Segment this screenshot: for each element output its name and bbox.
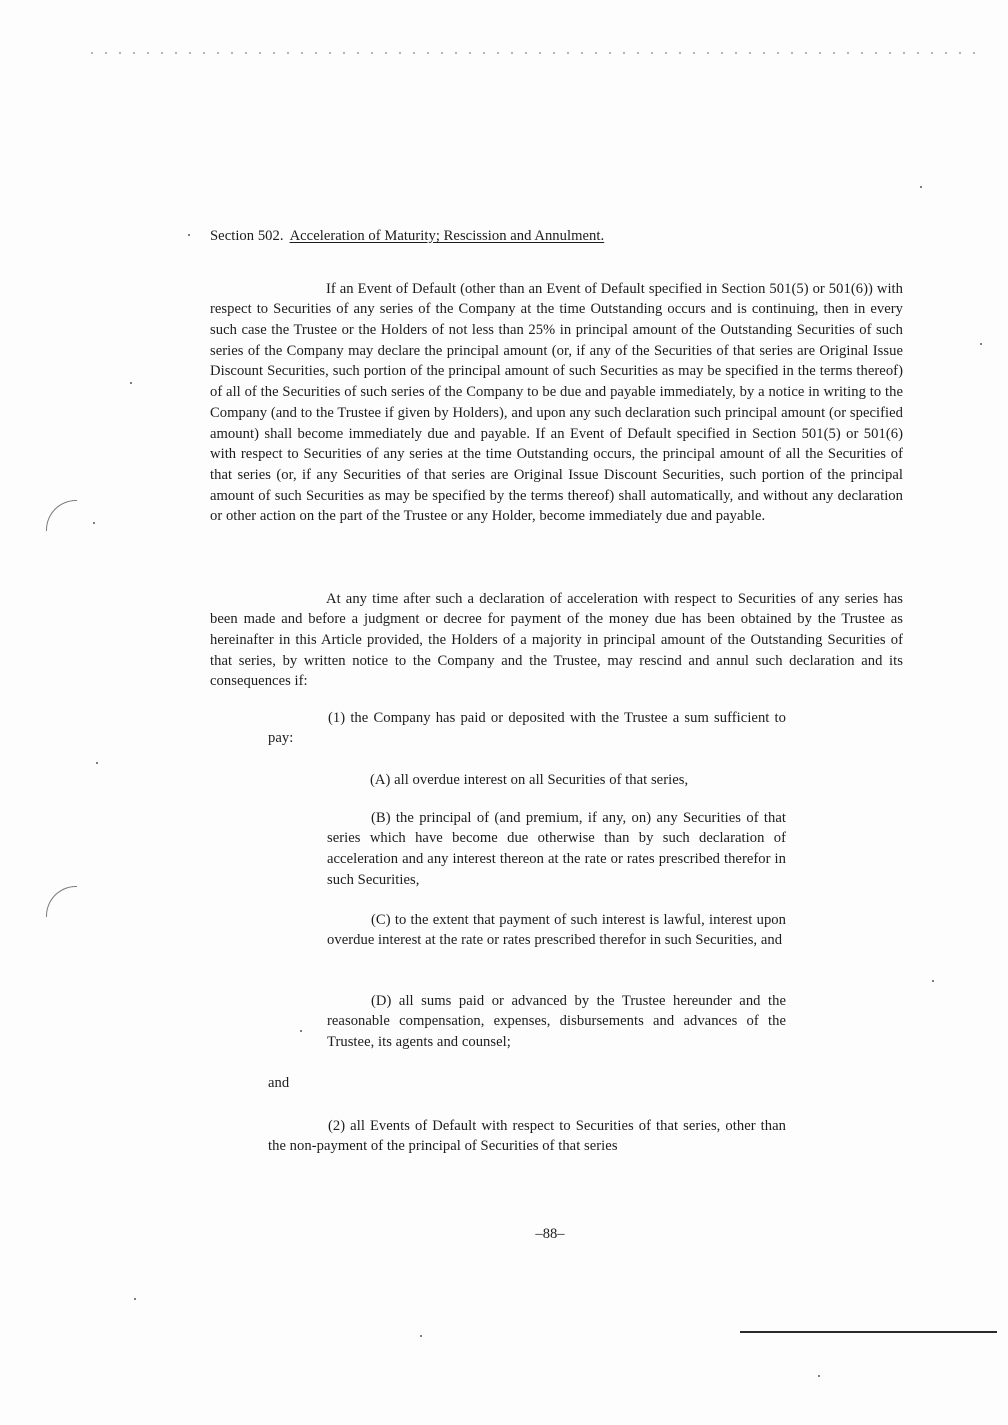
scan-speck bbox=[300, 1030, 302, 1032]
list-connector: and bbox=[268, 1074, 290, 1091]
scan-speck bbox=[130, 382, 132, 384]
list-item-d: (D) all sums paid or advanced by the Trustee hereunder and the reasonable compensation, expenses, disbursements and advances of the Trustee, its agents and counsel; bbox=[327, 992, 786, 1050]
scan-speck bbox=[420, 1335, 422, 1337]
scan-artifact-dots bbox=[85, 52, 985, 54]
scan-speck bbox=[93, 522, 95, 524]
list-item-2: (2) all Events of Default with respect to Securities of that series, other than the non-payment of the principal of Securities of that series bbox=[268, 1117, 786, 1155]
scan-speck bbox=[980, 343, 982, 345]
page-number: –88– bbox=[535, 1226, 565, 1242]
scan-speck bbox=[188, 234, 190, 236]
section-number: Section 502. bbox=[210, 228, 284, 244]
paragraph-rescission: At any time after such a declaration of acceleration with respect to Securities of any series has been made and before a judgment or decree for payment of the money due has been obtained by the Trustee as hereinafter in this Article provided, the Holders of a majority in principal amount of the Outstanding Securities of that series, by written notice to the Company and the Trustee, may rescind and annul such declaration and its consequences if: bbox=[210, 590, 903, 690]
paragraph-acceleration: If an Event of Default (other than an Event of Default specified in Section 501(5) or 501(6)) with respect to Securities of any series of the Company at the time Outstanding occurs and is continuing, then in every such case the Trustee or the Holders of not less than 25% in principal amount of the Outstanding Securities of such series of the Company may declare the principal amount (or, if any of the Securities of that series are Original Issue Discount Securities, such portion of the principal amount of such Securities as may be specified in the terms thereof) of all of the Securities of such series of the Company to be due and payable immediately, by a notice in writing to the Company (and to the Trustee if given by Holders), and upon any such declaration such principal amount (or specified amount) shall become immediately due and payable. If an Event of Default specified in Section 501(5) or 501(6) with respect to Securities of any series at the time Outstanding occurs, the principal amount of all the Securities of that series (or, if any Securities of that series are Original Issue Discount Securities, such portion of the principal amount of such Securities as may be specified by the terms thereof) shall automatically, and without any declaration or other action on the part of the Trustee or any Holder, become immediately due and payable. bbox=[210, 280, 903, 525]
section-heading bbox=[210, 226, 604, 247]
scan-speck bbox=[932, 980, 934, 982]
hole-punch-mark bbox=[46, 500, 77, 531]
list-item-1: (1) the Company has paid or deposited with the Trustee a sum sufficient to pay: bbox=[268, 709, 786, 747]
scan-speck bbox=[134, 1298, 136, 1300]
list-item-c: (C) to the extent that payment of such interest is lawful, interest upon overdue interest at the rate or rates prescribed therefor in such Securities, and bbox=[327, 911, 786, 949]
scan-artifact-line bbox=[740, 1331, 997, 1333]
scan-speck bbox=[818, 1375, 820, 1377]
hole-punch-mark bbox=[46, 886, 77, 917]
scan-speck bbox=[96, 762, 98, 764]
scan-speck bbox=[920, 186, 922, 188]
section-title: Acceleration of Maturity; Rescission and Annulment. bbox=[289, 228, 605, 244]
list-item-b: (B) the principal of (and premium, if any, on) any Securities of that series which have become due otherwise than by such declaration of acceleration and any interest thereon at the rate or rates prescribed therefor in such Securities, bbox=[327, 809, 786, 888]
list-item-a: (A) all overdue interest on all Securities of that series, bbox=[370, 771, 689, 788]
